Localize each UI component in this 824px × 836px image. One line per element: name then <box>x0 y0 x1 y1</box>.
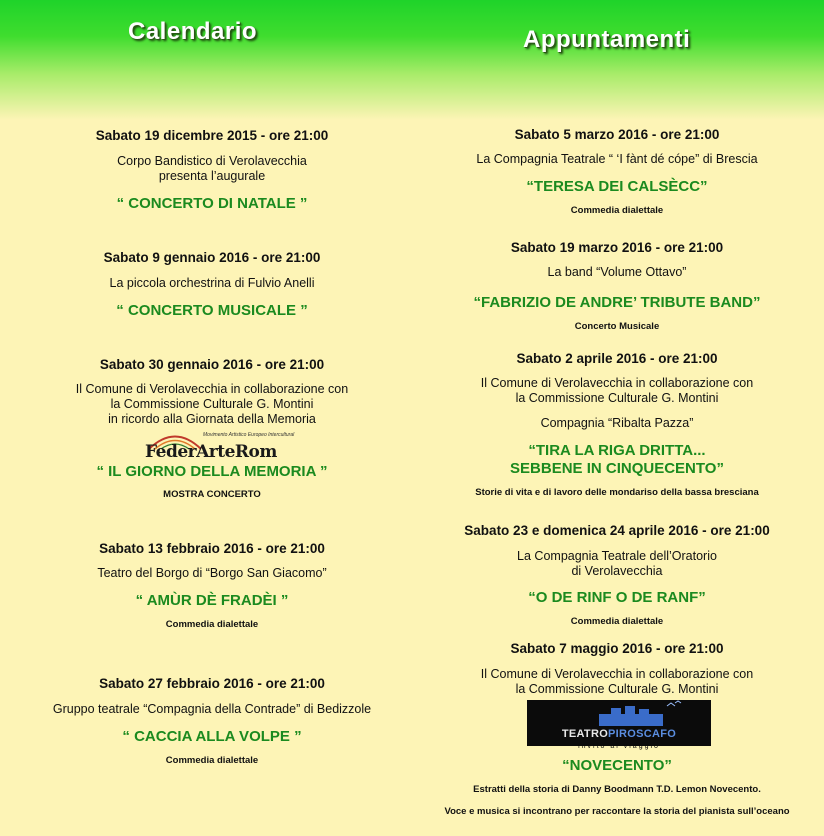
event-line: presenta l’augurale <box>158 169 266 183</box>
federarterom-wordmark: FederArteRom <box>145 442 277 462</box>
header-gradient-band <box>0 0 824 120</box>
event-date: Sabato 13 febbraio 2016 - ore 21:00 <box>99 541 325 556</box>
event-title: “ CACCIA ALLA VOLPE ” <box>122 728 302 745</box>
event-title: “TERESA DEI CALSÈCC” <box>526 178 708 195</box>
event-line: la Commissione Culturale G. Montini <box>515 391 719 405</box>
event-line: di Verolavecchia <box>571 564 663 578</box>
event-line: la Commissione Culturale G. Montini <box>515 682 719 696</box>
event-date: Sabato 2 aprile 2016 - ore 21:00 <box>516 351 718 366</box>
event-line: la Commissione Culturale G. Montini <box>110 397 314 411</box>
ship-icon <box>527 700 711 730</box>
event-date: Sabato 19 dicembre 2015 - ore 21:00 <box>95 128 329 143</box>
logo-word-piroscafo: PIROSCAFO <box>608 728 677 740</box>
event-note: Voce e musica si incontrano per raccontare la storia del pianista sull’oceano <box>444 806 790 817</box>
teatro-piroscafo-wordmark <box>527 728 711 740</box>
event-note: Storie di vita e di lavoro delle mondariso della bassa bresciana <box>475 487 759 498</box>
event-line: Il Comune di Verolavecchia in collaborazione con <box>75 382 349 396</box>
teatro-piroscafo-logo <box>527 700 711 750</box>
logo-word-teatro: TEATRO <box>561 728 609 740</box>
event-title: “ CONCERTO MUSICALE ” <box>116 302 308 319</box>
event-line: Il Comune di Verolavecchia in collaborazione con <box>480 667 754 681</box>
appuntamenti-heading: Appuntamenti <box>523 26 691 53</box>
event-line: La Compagnia Teatrale dell’Oratorio <box>517 549 717 563</box>
event-note: Concerto Musicale <box>574 321 660 332</box>
event-title: “ CONCERTO DI NATALE ” <box>116 195 308 212</box>
federarterom-tagline: Movimento Artistico Europeo Intercultural <box>203 432 295 438</box>
event-line: Gruppo teatrale “Compagnia della Contrade” di Bedizzole <box>52 702 372 716</box>
event-note: Commedia dialettale <box>165 755 259 766</box>
federarterom-logo <box>145 430 335 464</box>
event-line: in ricordo alla Giornata della Memoria <box>108 412 316 426</box>
event-date: Sabato 5 marzo 2016 - ore 21:00 <box>514 127 720 142</box>
event-date: Sabato 9 gennaio 2016 - ore 21:00 <box>103 250 321 265</box>
event-line: Il Comune di Verolavecchia in collaborazione con <box>480 376 754 390</box>
event-note: MOSTRA CONCERTO <box>163 489 261 500</box>
event-line: La piccola orchestrina di Fulvio Anelli <box>109 276 315 290</box>
event-title: SEBBENE IN CINQUECENTO” <box>510 460 724 477</box>
event-title: “O DE RINF O DE RANF” <box>528 589 706 606</box>
event-note: Estratti della storia di Danny Boodmann T.D. Lemon Novecento. <box>473 784 761 795</box>
event-date: Sabato 19 marzo 2016 - ore 21:00 <box>510 240 724 255</box>
event-title: “TIRA LA RIGA DRITTA... <box>528 442 706 459</box>
event-date: Sabato 27 febbraio 2016 - ore 21:00 <box>99 676 325 691</box>
event-line: Compagnia “Ribalta Pazza” <box>540 416 694 430</box>
teatro-piroscafo-tagline: invito al viaggio <box>578 743 660 750</box>
event-date: Sabato 7 maggio 2016 - ore 21:00 <box>510 641 724 656</box>
event-title: “NOVECENTO” <box>562 757 672 774</box>
event-note: Commedia dialettale <box>165 619 259 630</box>
event-line: La band “Volume Ottavo” <box>547 265 687 279</box>
event-note: Commedia dialettale <box>570 205 664 216</box>
event-date: Sabato 30 gennaio 2016 - ore 21:00 <box>99 357 325 372</box>
event-date: Sabato 23 e domenica 24 aprile 2016 - ore 21:00 <box>464 523 770 538</box>
event-title: “ AMÙR DÈ FRADÈI ” <box>135 592 289 609</box>
calendario-heading: Calendario <box>128 18 258 45</box>
event-title: “ IL GIORNO DELLA MEMORIA ” <box>96 463 328 480</box>
event-note: Commedia dialettale <box>570 616 664 627</box>
event-line: Corpo Bandistico di Verolavecchia <box>117 154 307 168</box>
event-line: Teatro del Borgo di “Borgo San Giacomo” <box>97 566 327 580</box>
event-line: La Compagnia Teatrale “ ‘I fànt dé cópe” di Brescia <box>476 152 758 166</box>
event-title: “FABRIZIO DE ANDRE’ TRIBUTE BAND” <box>473 294 761 311</box>
